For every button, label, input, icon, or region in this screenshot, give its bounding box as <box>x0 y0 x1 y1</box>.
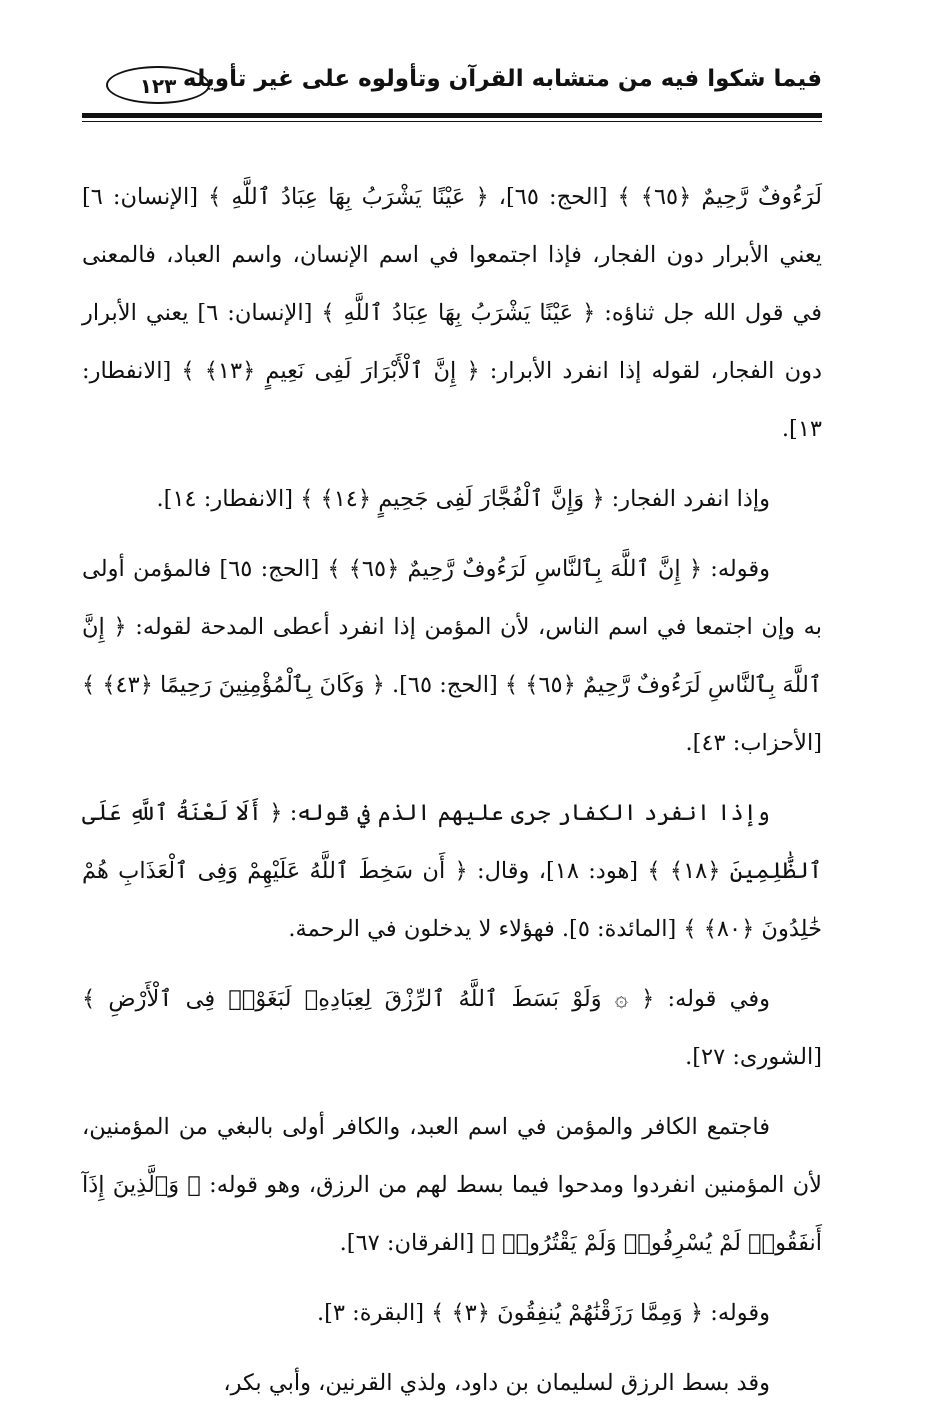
page-number: ١٢٣ <box>106 66 210 104</box>
header-rule-thin <box>82 121 822 122</box>
paragraph: فاجتمع الكافر والمؤمن في اسم العبد، والكافر أولى بالبغي من المؤمنين، لأن المؤمنين انفردوا ومدحوا فيما بسط لهم من الرزق، وهو قوله: ﴿ وَٱلَّذِينَ إِذَآ أَنفَقُوا۟ لَمْ يُسْرِفُوا۟ وَلَمْ يَقْتُرُوا۟ ﴾ [الفرقان: ٦٧]. <box>82 1114 822 1256</box>
paragraph: وإذا انفرد الكفار جرى عليهم الذم في قوله: ﴿ أَلَا لَعْنَةُ ٱللَّهِ عَلَى ٱلظَّٰلِمِينَ ﴿١٨﴾ ﴾ [هود: ١٨]، وقال: ﴿ أَن سَخِطَ ٱللَّهُ عَلَيْهِمْ وَفِى ٱلْعَذَابِ هُمْ خَٰلِدُونَ ﴿٨٠﴾ ﴾ [المائدة: ٥]. فهؤلاء لا يدخلون في الرحمة. <box>82 800 823 942</box>
header-rule <box>82 113 822 118</box>
paragraph: وقد بسط الرزق لسليمان بن داود، ولذي القرنين، وأبي بكر، <box>223 1370 770 1396</box>
paragraph: وقوله: ﴿ إِنَّ ٱللَّهَ بِٱلنَّاسِ لَرَءُوفٌ رَّحِيمٌ ﴿٦٥﴾ ﴾ [الحج: ٦٥] فالمؤمن أولى به وإن اجتمعا في اسم الناس، لأن المؤمن إذا انفرد أعطى المدحة لقوله: ﴿ إِنَّ ٱللَّهَ بِٱلنَّاسِ لَرَءُوفٌ رَّحِيمٌ ﴿٦٥﴾ ﴾ [الحج: ٦٥]. ﴿ وَكَانَ بِٱلْمُؤْمِنِينَ رَحِيمًا ﴿٤٣﴾ ﴾ [الأحزاب: ٤٣]. <box>82 556 822 756</box>
body-text <box>82 168 822 1424</box>
paragraph: لَرَءُوفٌ رَّحِيمٌ ﴿٦٥﴾ ﴾ [الحج: ٦٥]، ﴿ عَيْنًا يَشْرَبُ بِهَا عِبَادُ ٱللَّهِ ﴾ [الإنسان: ٦] يعني الأبرار دون الفجار، فإذا اجتمعوا في اسم الإنسان، واسم العباد، فالمعنى في قول الله جل ثناؤه: ﴿ عَيْنًا يَشْرَبُ بِهَا عِبَادُ ٱللَّهِ ﴾ [الإنسان: ٦] يعني الأبرار دون الفجار، لقوله إذا انفرد الأبرار: ﴿ إِنَّ ٱلْأَبْرَارَ لَفِى نَعِيمٍ ﴿١٣﴾ ﴾ [الانفطار: ١٣]. <box>82 184 822 442</box>
paragraph: وقوله: ﴿ وَمِمَّا رَزَقْنَٰهُمْ يُنفِقُونَ ﴿٣﴾ ﴾ [البقرة: ٣]. <box>316 1300 770 1326</box>
paragraph: وفي قوله: ﴿ ۞ وَلَوْ بَسَطَ ٱللَّهُ ٱلرِّزْقَ لِعِبَادِهِۦ لَبَغَوْا۟ فِى ٱلْأَرْضِ ﴾ [الشورى: ٢٧]. <box>82 986 822 1070</box>
paragraph: وإذا انفرد الفجار: ﴿ وَإِنَّ ٱلْفُجَّارَ لَفِى جَحِيمٍ ﴿١٤﴾ ﴾ [الانفطار: ١٤]. <box>156 486 770 512</box>
running-title: فيما شكوا فيه من متشابه القرآن وتأولوه على غير تأويله <box>182 66 822 92</box>
page-header <box>82 62 822 112</box>
